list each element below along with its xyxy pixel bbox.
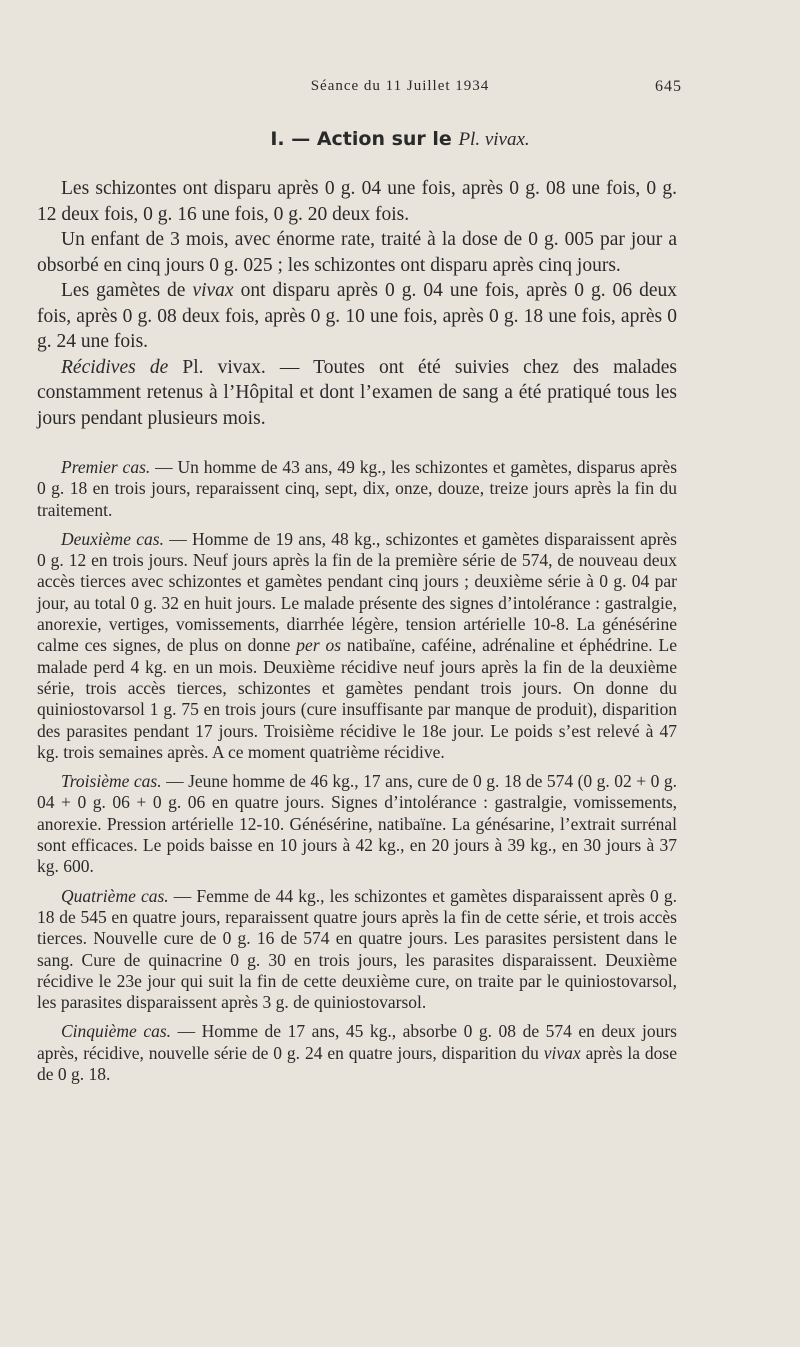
case-paragraph-5 (37, 1021, 677, 1085)
case-label: Deuxième cas. (61, 528, 164, 549)
section-heading-species: Pl. vivax. (458, 129, 530, 150)
case-paragraph-1 (37, 457, 677, 521)
section-heading-prefix: I. — Action sur le (270, 128, 459, 150)
case-text: après la dose de 0 g. 18. (37, 1042, 677, 1085)
case-label: Cinquième cas. (61, 1021, 172, 1042)
case-label: Quatrième cas. (61, 885, 169, 906)
header-title: Séance du 11 Juillet 1934 (310, 78, 490, 94)
paragraph-recidives (37, 355, 677, 432)
paragraph-gametes (37, 278, 677, 355)
case-paragraph-3 (37, 771, 677, 877)
case-paragraph-4 (37, 886, 677, 1014)
case-text: — Homme de 17 ans, 45 kg., absorbe 0 g. 08 de 574 en deux jours après, récidive, nouvelle série de 0 g. 24 en quatre jours, disparition du (37, 1021, 677, 1063)
case-label: Troisième cas. (61, 771, 162, 792)
section-heading (0, 128, 800, 151)
page-number: 645 (655, 78, 682, 95)
paragraph-enfant: Un enfant de 3 mois, avec énorme rate, traité à la dose de 0 g. 005 par jour a obsorbé en cinq jours 0 g. 025 ; les schizontes ont disparu après cinq jours. (37, 229, 677, 276)
paragraph-schizontes: Les schizontes ont disparu après 0 g. 04 une fois, après 0 g. 08 une fois, 0 g. 12 deux fois, 0 g. 16 une fois, 0 g. 20 deux fois. (37, 178, 677, 225)
case-text-italic: per os (296, 635, 342, 656)
case-text: — Un homme de 43 ans, 49 kg., les schizontes et gamètes, disparus après 0 g. 18 en trois jours, reparaissent cinq, sept, dix, onze, douze, treize jours après la fin du traitement. (37, 457, 678, 520)
paragraph-gametes-text-b: ont disparu après 0 g. 04 une fois, après 0 g. 06 deux fois, après 0 g. 08 deux fois, après 0 g. 10 une fois, après 0 g. 18 une fois, après 0 g. 24 une fois. (37, 280, 678, 352)
case-text: — Jeune homme de 46 kg., 17 ans, cure de 0 g. 18 de 574 (0 g. 02 + 0 g. 04 + 0 g. 06 + 0 g. 06 en quatre jours. Signes d’intolérance : gastralgie, vomissements, anorexie. Pression artérielle 12-10. Génésérine, natibaïne. La génésarine, l’extrait surrénal sont efficaces. Le poids baisse en 10 jours à 42 kg., en 20 jours à 39 kg., en 30 jours à 37 kg. 600. (37, 771, 677, 877)
document-body (37, 176, 677, 1085)
running-header (0, 78, 800, 100)
case-text: natibaïne, caféine, adrénaline et éphédrine. Le malade perd 4 kg. en un mois. Deuxième récidive neuf jours après la fin de la deuxième série, trois accès tierces, schizontes et gamètes pendant trois jours. On donne du quiniostovarsol 1 g. 75 en trois jours (cure insuffisante par manque de produit), disparition des parasites pendant 17 jours. Troisième récidive le 18e jour. Le poids s’est relevé à 47 kg. trois semaines après. A ce moment quatrième récidive. (37, 635, 678, 762)
case-text-italic: vivax (543, 1042, 581, 1063)
paragraph-recidives-text: Pl. vivax. — Toutes ont été suivies chez des malades constamment retenus à l’Hôpital et dont l’examen de sang a été pratiqué tous les jours pendant plusieurs mois. (37, 356, 677, 429)
case-paragraph-2 (37, 529, 677, 763)
paragraph-gametes-species: vivax (192, 280, 234, 301)
paragraph-gametes-text-a: Les gamètes de (61, 280, 193, 301)
case-text: — Homme de 19 ans, 48 kg., schizontes et gamètes disparaissent après 0 g. 12 en trois jours. Neuf jours après la fin de la première série de 574, de nouveau deux accès tierces avec schizontes et gamètes pendant cinq jours ; deuxième série à 0 g. 04 par jour, au total 0 g. 32 en huit jours. Le malade présente des signes d’intolérance : gastralgie, anorexie, vertiges, vomissements, diarrhée légère, tension artérielle 10-8. La génésérine calme ces signes, de plus on donne (37, 528, 677, 656)
case-label: Premier cas. (61, 457, 151, 477)
paragraph-recidives-label: Récidives de (61, 356, 169, 378)
case-text: — Femme de 44 kg., les schizontes et gamètes disparaissent après 0 g. 18 de 545 en quatre jours, reparaissent quatre jours après la fin de cette série, et trois accès tierces. Nouvelle cure de 0 g. 16 de 574 en quatre jours. Les parasites persistent dans le sang. Cure de quinacrine 0 g. 30 en trois jours, les parasites disparaissent. Deuxième récidive le 23e jour qui suit la fin de cette deuxième cure, on traite par le quiniostovarsol, les parasites disparaissent après 3 g. de quiniostovarsol. (37, 885, 677, 1013)
